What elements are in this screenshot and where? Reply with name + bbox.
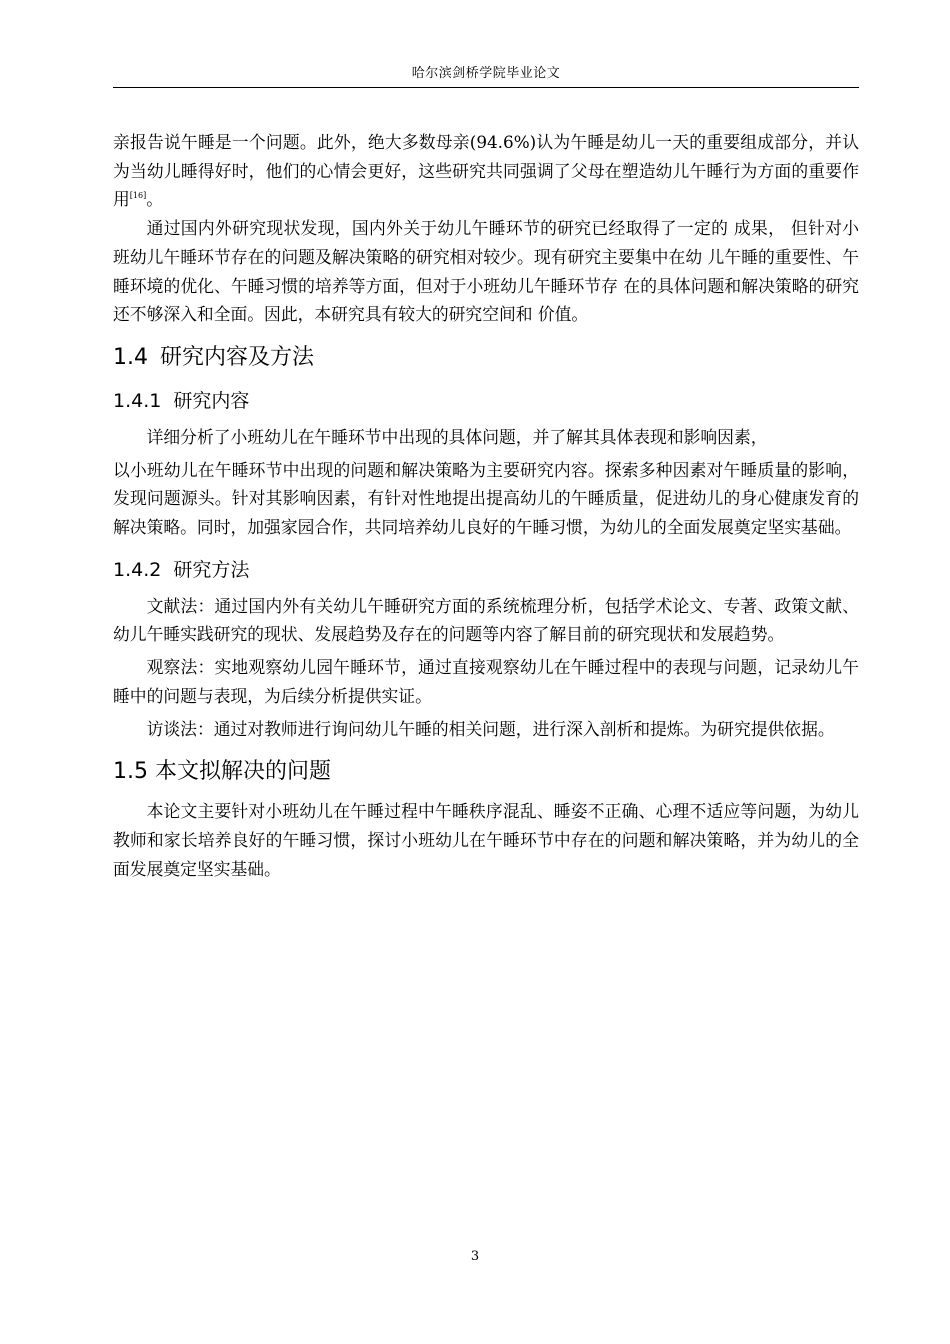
- section-heading-1-4: [113, 343, 859, 373]
- subsection-title: 研究内容: [173, 389, 250, 412]
- header-rule: [113, 87, 859, 88]
- subsection-number: 1.4.2: [113, 558, 162, 581]
- paragraph-interview-method: 访谈法：通过对教师进行询问幼儿午睡的相关问题，进行深入剖析和提炼。为研究提供依据。: [146, 718, 835, 739]
- section-number: 1.5: [113, 759, 148, 785]
- paragraph-text: 亲报告说午睡是一个问题。此外，绝大多数母亲(94.6%)认为午睡是幼儿一天的重要组成部分，并认为当幼儿睡得好时，他们的心情会更好，这些研究共同强调了父母在塑造幼儿午睡行为方面的重要作用: [113, 132, 859, 210]
- paragraph-observation-method: 观察法：实地观察幼儿园午睡环节，通过直接观察幼儿在午睡过程中的表现与问题，记录幼儿午睡中的问题与表现，为后续分析提供实证。: [113, 657, 859, 706]
- section-title: 研究内容及方法: [160, 344, 315, 370]
- paragraph-content-1: 详细分析了小班幼儿在午睡环节中出现的具体问题，并了解其具体表现和影响因素，: [146, 426, 768, 447]
- citation-ref: [16]: [129, 191, 147, 201]
- paragraph-continued: [113, 128, 859, 214]
- subsection-title: 研究方法: [173, 558, 250, 581]
- running-header: 哈尔滨剑桥学院毕业论文: [411, 66, 561, 81]
- page-number: 3: [470, 1249, 480, 1264]
- paragraph-research-summary: 通过国内外研究现状发现，国内外关于幼儿午睡环节的研究已经取得了一定的 成果， 但针对小班幼儿午睡环节存在的问题及解决策略的研究相对较少。现有研究主要集中在幼 儿午睡的重要性、午睡环境的优化、午睡习惯的培养等方面，但对于小班幼儿午睡环节存 在的具体问题和解决策略的研究还不够深入和全面。因此，本研究具有较大的研究空间和 价值。: [113, 218, 859, 325]
- subsection-heading-1-4-1: [113, 387, 859, 415]
- subsection-heading-1-4-2: [113, 556, 859, 584]
- paragraph-literature-method: 文献法：通过国内外有关幼儿午睡研究方面的系统梳理分析，包括学术论文、专著、政策文献、幼儿午睡实践研究的现状、发展趋势及存在的问题等内容了解目前的研究现状和发展趋势。: [113, 595, 859, 645]
- subsection-number: 1.4.1: [113, 389, 162, 412]
- section-heading-1-5: [113, 757, 859, 787]
- paragraph-end: 。: [146, 189, 164, 210]
- section-number: 1.4: [113, 344, 148, 370]
- page-body: [113, 128, 859, 883]
- paragraph-problems: 本论文主要针对小班幼儿在午睡过程中午睡秩序混乱、睡姿不正确、心理不适应等问题，为幼儿教师和家长培养良好的午睡习惯，探讨小班幼儿在午睡环节中存在的问题和解决策略，并为幼儿的全面发展奠定坚实基础。: [113, 801, 859, 879]
- paragraph-content-2: 以小班幼儿在午睡环节中出现的问题和解决策略为主要研究内容。探索多种因素对午睡质量的影响，发现问题源头。针对其影响因素，有针对性地提出提高幼儿的午睡质量，促进幼儿的身心健康发育的解决策略。同时，加强家园合作，共同培养幼儿良好的午睡习惯，为幼儿的全面发展奠定坚实基础。: [113, 459, 859, 538]
- section-title: 本文拟解决的问题: [155, 759, 332, 785]
